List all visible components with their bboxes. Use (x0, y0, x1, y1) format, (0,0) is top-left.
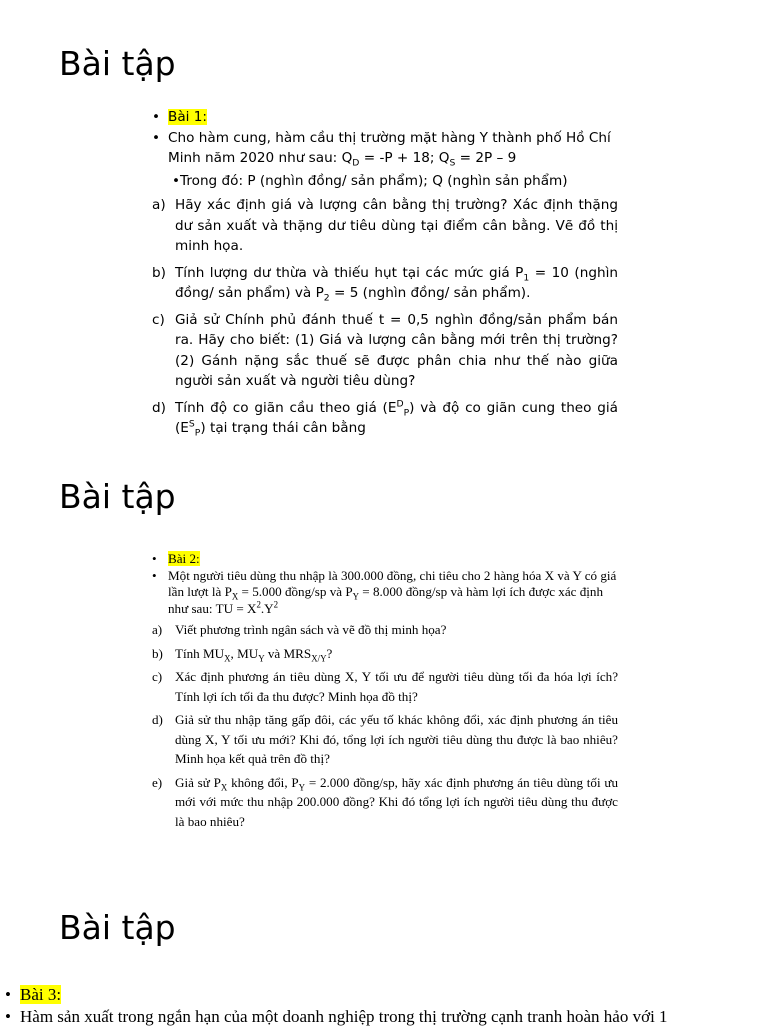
slide-body (5, 984, 768, 1028)
exercise-heading (152, 107, 618, 128)
question-item (152, 310, 618, 392)
slide-body (152, 551, 618, 835)
subscript: S (449, 157, 456, 169)
bullet-icon: • (152, 567, 157, 583)
subscript: Y (258, 653, 265, 664)
item-text: = 2.000 đồng/sp, hãy xác định phương án tiêu dùng tối ưu mới với mức thu nhập 200.000 đồng? Khi đó tổng lợi ích người tiêu dùng thu được là bao nhiêu? (175, 774, 618, 829)
slide-title: Bài tập (59, 44, 176, 83)
bullet-icon: • (172, 172, 181, 189)
slide-title: Bài tập (59, 477, 176, 516)
item-text: ) tại trạng thái cân bằng (200, 420, 366, 436)
item-marker: d) (152, 399, 166, 416)
item-text: ? (326, 645, 333, 661)
intro-text: = 8.000 đồng/sp và hàm lợi ích được xác định như sau: TU = X (168, 584, 604, 616)
note-text: Trong đó: P (nghìn đồng/ sản phẩm); Q (nghìn sản phẩm) (180, 172, 568, 189)
question-item (152, 263, 618, 304)
subscript: P (403, 407, 410, 419)
item-text: , MU (230, 645, 259, 661)
intro-text: Hàm sản xuất trong ngắn hạn của một doanh nghiệp trong thị trường cạnh tranh hoàn hảo với 1 (20, 1007, 668, 1026)
item-marker: c) (152, 311, 165, 328)
question-item (152, 710, 618, 769)
item-text: Xác định phương án tiêu dùng X, Y tối ưu để người tiêu dùng tối đa hóa lợi ích? Tính lợi ích tối đa thu được? Minh họa đồ thị? (175, 669, 618, 704)
bullet-icon: • (152, 551, 157, 566)
note-line (152, 171, 618, 192)
bullet-icon: • (5, 1007, 11, 1026)
intro-text: Cho hàm cung, hàm cầu thị trường mặt hàng Y thành phố Hồ Chí Minh năm 2020 như sau: Q (168, 129, 611, 166)
bullet-icon: • (5, 985, 11, 1004)
item-text: = 10 (nghìn đồng/ sản phẩm) và P (175, 264, 618, 301)
item-text: Giả sử P (175, 774, 221, 790)
question-item (152, 620, 618, 640)
item-marker: d) (152, 712, 163, 727)
item-text: Viết phương trình ngân sách và vẽ đồ thị minh họa? (175, 622, 447, 637)
subscript: Y (352, 591, 360, 602)
subscript: 1 (523, 272, 530, 284)
highlighted-heading: Bài 2: (168, 551, 200, 566)
item-marker: a) (152, 622, 163, 637)
question-item (152, 667, 618, 706)
intro-text: = -P + 18; Q (359, 150, 450, 166)
item-text: = 5 (nghìn đồng/ sản phẩm). (329, 285, 531, 301)
superscript: S (188, 418, 195, 430)
slide-body (152, 107, 618, 445)
item-marker: a) (152, 197, 166, 213)
highlighted-heading: Bài 1: (168, 109, 207, 125)
intro-text: = 2P – 9 (455, 150, 517, 166)
bullet-icon: • (152, 109, 161, 125)
superscript: 2 (256, 599, 261, 610)
question-item (152, 195, 618, 257)
item-marker: c) (152, 669, 163, 684)
intro-text: .Y (260, 600, 274, 616)
question-item (152, 398, 618, 439)
subscript: 2 (323, 292, 330, 304)
intro-text: Một người tiêu dùng thu nhập là 300.000 đồng, chi tiêu cho 2 hàng hóa X và Y có giá lần lượt là P (168, 567, 617, 599)
item-text: Giả sử Chính phủ đánh thuế t = 0,5 nghìn đồng/sản phẩm bán ra. Hãy cho biết: (1) Giá và lượng cân bằng mới trên thị trường? (2) Gánh nặng sắc thuế sẽ được phân chia như thế nào giữa người sản xuất và người tiêu dùng? (175, 311, 618, 389)
question-item (152, 644, 618, 664)
item-text: Tính MU (175, 645, 225, 661)
item-marker: b) (152, 645, 163, 661)
slide-title: Bài tập (59, 908, 176, 947)
item-text: Hãy xác định giá và lượng cân bằng thị trường? Xác định thặng dư sản xuất và thặng dư tiêu dùng tại điểm cân bằng. Vẽ đồ thị minh họa. (175, 197, 618, 254)
item-marker: b) (152, 264, 166, 281)
item-marker: e) (152, 774, 163, 790)
subscript: D (352, 157, 360, 169)
exercise-intro (5, 1006, 768, 1028)
exercise-heading (152, 551, 618, 568)
question-item (152, 773, 618, 832)
item-text: ) và độ co giãn cung theo giá (E (175, 399, 618, 436)
item-text: Tính độ co giãn cầu theo giá (E (175, 399, 397, 416)
exercise-intro (152, 128, 618, 169)
intro-text: = 5.000 đồng/sp và P (238, 584, 353, 599)
superscript: 2 (273, 599, 279, 610)
subscript: P (194, 427, 201, 439)
superscript: D (396, 397, 404, 409)
item-text: và MRS (264, 645, 312, 661)
highlighted-heading: Bài 3: (20, 985, 62, 1004)
exercise-intro (152, 568, 618, 618)
exercise-heading (5, 984, 768, 1006)
subscript: X (231, 591, 239, 602)
subscript: Y (298, 782, 306, 793)
item-text: không đổi, P (227, 774, 299, 790)
bullet-icon: • (152, 129, 161, 146)
item-text: Giả sử thu nhập tăng gấp đôi, các yếu tố khác không đổi, xác định phương án tiêu dùng X, Y tối ưu mới? Khi đó, tổng lợi ích người tiêu dùng thu được là bao nhiêu? Minh họa kết quả trên đồ thị? (175, 712, 618, 766)
subscript: X/Y (311, 653, 327, 664)
item-text: Tính lượng dư thừa và thiếu hụt tại các mức giá P (175, 264, 524, 281)
subscript: X (224, 653, 231, 664)
subscript: X (220, 782, 228, 793)
